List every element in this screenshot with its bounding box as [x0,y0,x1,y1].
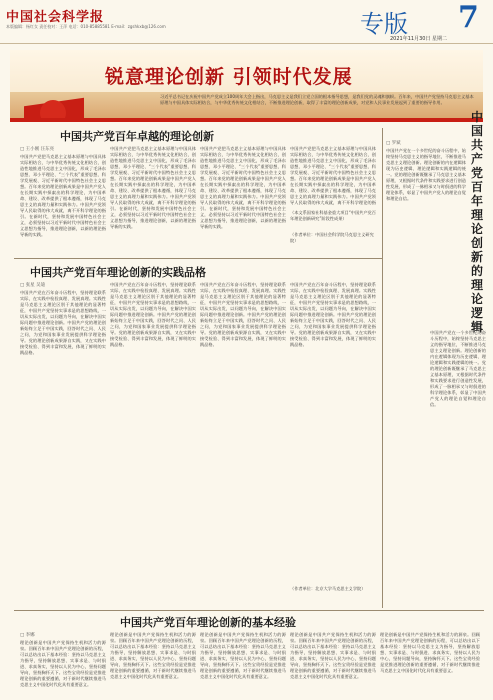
article-4-col-1: 中国共产党在一个多世纪的奋斗历程中，始终坚持马克思主义的指导地位，不断推进马克思主义理论创新。理论创新的内在逻辑体现为历史逻辑、理论逻辑和实践逻辑的统一。党的理论创新既继承了马克思主义基本原理，又根据时代条件和实践要求进行创造性发展，形成了一脉相承又与时俱进的科学理论体系，彰显了中国共产党人的理论自觉和理论自信。 [386,148,466,201]
divider-1 [14,258,382,259]
article-2-col-4: 中国共产党在百年奋斗历程中，坚持理论联系实际，在实践中检验真理、发展真理。实践性是马克思主义理论区别于其他理论的显著特征，中国共产党坚持实事求是的思想路线，一切从实际出发，以问题为导向，在解决中国实际问题中推进理论创新。中国共产党的理论创新始终立足于中国实践，回答时代之问、人民之问，为党和国家事业发展提供科学理论指导。党的理论创新成果源自实践，又在实践中接受检验、得到丰富和发展，体现了鲜明的实践品格。 [290,282,376,347]
article-4-col-2: 中国共产党在一个多世纪的奋斗历程中，始终坚持马克思主义的指导地位，不断推进马克思主义理论创新。理论创新的内在逻辑体现为历史逻辑、理论逻辑和实践逻辑的统一。党的理论创新既继承了马克思主义基本原理，又根据时代条件和实践要求进行创造性发展，形成了一脉相承又与时俱进的科学理论体系，彰显了中国共产党人的理论自觉和理论自信。 [430,330,486,407]
issue-date: 2021年11月30日 星期二 [390,36,448,42]
masthead [0,0,493,44]
divider-2 [14,610,484,611]
author-note-2: （作者单位：北京大学马克思主义学院） [290,586,366,591]
article-1-col-4: 中国共产党把马克思主义基本原理与中国具体实际相结合，与中华优秀传统文化相结合，创造性地推进马克思主义中国化，形成了毛泽东思想、邓小平理论、“三个代表”重要思想、科学发展观、习近平新时代中国特色社会主义思想。百年来党的理论创新成果是中国共产党人在长期实践中探索出的科学理论，为中国革命、建设、改革提供了根本遵循，体现了马克思主义的真理力量和实践伟力。中国共产党领导人民取得的伟大成就，离不开科学理论的指 [290,146,376,205]
page-number: 7 [458,0,479,35]
feature-banner [10,50,483,122]
editor-meta: 本版编辑：杨红女 责任校对：王萍 电话：010-85885581 E-mail：zgshkxb@126.com [6,24,166,29]
article-1-byline: □ 王小刚 汪东亮 [20,147,55,152]
red-ribbon [10,118,483,122]
article-2-col-1: 中国共产党在百年奋斗历程中，坚持理论联系实际，在实践中检验真理、发展真理。实践性是马克思主义理论区别于其他理论的显著特征，中国共产党坚持实事求是的思想路线，一切从实际出发，以问题为导向，在解决中国实际问题中推进理论创新。中国共产党的理论创新始终立足于中国实践，回答时代之问、人民之问，为党和国家事业发展提供科学理论指导。党的理论创新成果源自实践，又在实践中接受检验、得到丰富和发展，体现了鲜明的实践品格。 [20,290,106,355]
article-2-col-2: 中国共产党在百年奋斗历程中，坚持理论联系实际，在实践中检验真理、发展真理。实践性是马克思主义理论区别于其他理论的显著特征，中国共产党坚持实事求是的思想路线，一切从实际出发，以问题为导向，在解决中国实际问题中推进理论创新。中国共产党的理论创新始终立足于中国实践，回答时代之问、人民之问，为党和国家事业发展提供科学理论指导。党的理论创新成果源自实践，又在实践中接受检验、得到丰富和发展，体现了鲜明的实践品格。 [110,282,196,347]
article-1-col-2: 中国共产党把马克思主义基本原理与中国具体实际相结合，与中华优秀传统文化相结合，创造性地推进马克思主义中国化，形成了毛泽东思想、邓小平理论、“三个代表”重要思想、科学发展观、习近平新时代中国特色社会主义思想。百年来党的理论创新成果是中国共产党人在长期实践中探索出的科学理论，为中国革命、建设、改革提供了根本遵循，体现了马克思主义的真理力量和实践伟力。中国共产党领导人民取得的伟大成就，离不开科学理论的指引。在新时代，坚持和发展中国特色社会主义，必须坚持以习近平新时代中国特色社会主义思想为指导，推进理论创新，以新的理论指导新的实践。 [110,146,196,229]
article-1-headline: 中国共产党百年卓越的理论创新 [60,130,214,143]
fund-note: （本文系国家社科基金重大项目“中国共产党百年理论创新研究”阶段性成果） [290,210,376,221]
article-2-col-3: 中国共产党在百年奋斗历程中，坚持理论联系实际，在实践中检验真理、发展真理。实践性是马克思主义理论区别于其他理论的显著特征，中国共产党坚持实事求是的思想路线，一切从实际出发，以问题为导向，在解决中国实际问题中推进理论创新。中国共产党的理论创新始终立足于中国实践，回答时代之问、人民之问，为党和国家事业发展提供科学理论指导。党的理论创新成果源自实践，又在实践中接受检验、得到丰富和发展，体现了鲜明的实践品格。 [200,282,286,347]
article-3-col-4: 理论创新是中国共产党保持生机和活力的源泉。回顾百年来中国共产党理论创新的历程，可以总结出以下基本经验：坚持以马克思主义为指导，坚持解放思想、实事求是、与时俱进、求真务实，坚持以人民为中心，坚持问题导向，坚持胸怀天下。这些宝贵经验是党推进理论创新的重要遵循，对于新时代继续推进马克思主义中国化时代化具有重要意义。 [290,632,376,679]
article-2-byline: □ 张星 吴迪 [20,283,46,288]
article-1-col-3: 中国共产党把马克思主义基本原理与中国具体实际相结合，与中华优秀传统文化相结合，创造性地推进马克思主义中国化，形成了毛泽东思想、邓小平理论、“三个代表”重要思想、科学发展观、习近平新时代中国特色社会主义思想。百年来党的理论创新成果是中国共产党人在长期实践中探索出的科学理论，为中国革命、建设、改革提供了根本遵循，体现了马克思主义的真理力量和实践伟力。中国共产党领导人民取得的伟大成就，离不开科学理论的指引。在新时代，坚持和发展中国特色社会主义，必须坚持以习近平新时代中国特色社会主义思想为指导，推进理论创新，以新的理论指导新的实践。 [200,146,286,229]
article-3-col-5: 理论创新是中国共产党保持生机和活力的源泉。回顾百年来中国共产党理论创新的历程，可以总结出以下基本经验：坚持以马克思主义为指导，坚持解放思想、实事求是、与时俱进、求真务实，坚持以人民为中心，坚持问题导向，坚持胸怀天下。这些宝贵经验是党推进理论创新的重要遵循，对于新时代继续推进马克思主义中国化时代化具有重要意义。 [380,632,480,673]
article-3-col-1: 理论创新是中国共产党保持生机和活力的源泉。回顾百年来中国共产党理论创新的历程，可以总结出以下基本经验：坚持以马克思主义为指导，坚持解放思想、实事求是、与时俱进、求真务实，坚持以人民为中心，坚持问题导向，坚持胸怀天下。这些宝贵经验是党推进理论创新的重要遵循，对于新时代继续推进马克思主义中国化时代化具有重要意义。 [20,640,106,687]
section-title: 专版 [360,10,408,38]
article-4-vertical-headline: 中国共产党百年理论创新的理论逻辑 [470,110,483,334]
article-1-col-1: 中国共产党把马克思主义基本原理与中国具体实际相结合，与中华优秀传统文化相结合，创造性地推进马克思主义中国化，形成了毛泽东思想、邓小平理论、“三个代表”重要思想、科学发展观、习近平新时代中国特色社会主义思想。百年来党的理论创新成果是中国共产党人在长期实践中探索出的科学理论，为中国革命、建设、改革提供了根本遵循，体现了马克思主义的真理力量和实践伟力。中国共产党领导人民取得的伟大成就，离不开科学理论的指引。在新时代，坚持和发展中国特色社会主义，必须坚持以习近平新时代中国特色社会主义思想为指导，推进理论创新，以新的理论指导新的实践。 [20,154,106,237]
author-note-1: （作者单位：中国社会科学院马克思主义研究院） [290,232,374,243]
newspaper-logo: 中国社会科学报 [6,10,105,25]
article-3-headline: 中国共产党百年理论创新的基本经验 [120,616,296,629]
banner-title: 锐意理论创新 引领时代发展 [105,66,353,88]
banner-subtitle: 习近平总书记在庆祝中国共产党成立100周年大会上指出，马克思主义是我们立党立国的根本指导思想，是我们党的灵魂和旗帜。百年来，中国共产党坚持马克思主义基本原理与中国具体实际相结合，与中华优秀传统文化相结合，不断推进理论创新，取得了丰富的理论创新成果，对党和人民事业发展起到了重要的指导作用。 [160,94,474,105]
article-4-byline: □ 罗斌 [386,141,401,146]
article-3-byline: □ 李娜 [20,633,35,638]
article-3-col-2: 理论创新是中国共产党保持生机和活力的源泉。回顾百年来中国共产党理论创新的历程，可以总结出以下基本经验：坚持以马克思主义为指导，坚持解放思想、实事求是、与时俱进、求真务实，坚持以人民为中心，坚持问题导向，坚持胸怀天下。这些宝贵经验是党推进理论创新的重要遵循，对于新时代继续推进马克思主义中国化时代化具有重要意义。 [110,632,196,679]
vertical-divider [382,128,383,608]
article-3-col-3: 理论创新是中国共产党保持生机和活力的源泉。回顾百年来中国共产党理论创新的历程，可以总结出以下基本经验：坚持以马克思主义为指导，坚持解放思想、实事求是、与时俱进、求真务实，坚持以人民为中心，坚持问题导向，坚持胸怀天下。这些宝贵经验是党推进理论创新的重要遵循，对于新时代继续推进马克思主义中国化时代化具有重要意义。 [200,632,286,679]
article-2-headline: 中国共产党百年理论创新的实践品格 [30,266,206,279]
